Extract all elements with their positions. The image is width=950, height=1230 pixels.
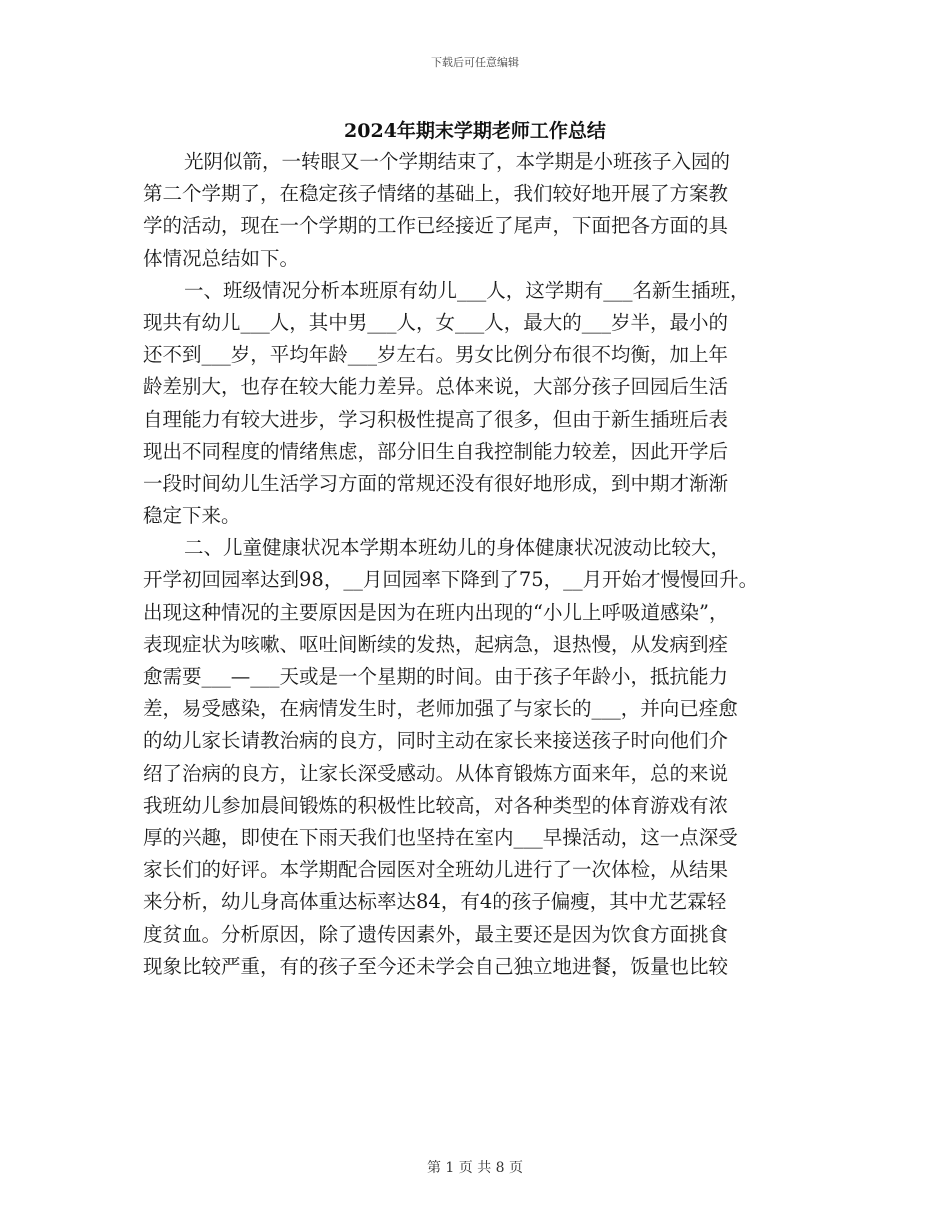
page-footer-indicator: 第 1 页 共 8 页 (426, 1160, 524, 1176)
text-line: 第二个学期了，在稳定孩子情绪的基础上，我们较好地开展了方案教 (143, 182, 729, 206)
text-line: 一、班级情况分析本班原有幼儿___人，这学期有___名新生插班， (184, 278, 750, 302)
text-line: 差，易受感染，在病情发生时，老师加强了与家长的___，并向已痊愈 (143, 697, 738, 721)
text-line: 龄差别大，也存在较大能力差异。总体来说，大部分孩子回园后生活 (143, 375, 729, 399)
text-line: 体情况总结如下。 (143, 246, 300, 270)
text-line: 现共有幼儿___人，其中男___人，女___人，最大的___岁半，最小的 (143, 310, 729, 334)
text-line: 稳定下来。 (143, 504, 241, 528)
text-line: 的幼儿家长请教治病的良方，同时主动在家长来接送孩子时向他们介 (143, 729, 729, 753)
text-line: 现象比较严重，有的孩子至今还未学会自己独立地进餐，饭量也比较 (143, 954, 729, 978)
text-line: 绍了治病的良方，让家长深受感动。从体育锻炼方面来年，总的来说 (143, 761, 729, 785)
text-line: 出现这种情况的主要原因是因为在班内出现的“小儿上呼吸道感染”， (143, 600, 729, 624)
text-line: 厚的兴趣，即使在下雨天我们也坚持在室内___早操活动，这一点深受 (143, 825, 738, 849)
text-line: 现出不同程度的情绪焦虑，部分旧生自我控制能力较差，因此开学后 (143, 439, 729, 463)
text-line: 自理能力有较大进步，学习积极性提高了很多，但由于新生插班后表 (143, 407, 729, 431)
text-line: 来分析，幼儿身高体重达标率达84，有4的孩子偏瘦，其中尤艺霖轻 (143, 890, 727, 914)
text-line: 二、儿童健康状况本学期本班幼儿的身体健康状况波动比较大， (184, 536, 731, 560)
text-line: 我班幼儿参加晨间锻炼的积极性比较高，对各种类型的体育游戏有浓 (143, 793, 729, 817)
text-line: 光阴似箭，一转眼又一个学期结束了，本学期是小班孩子入园的 (184, 150, 731, 173)
text-line: 家长们的好评。本学期配合园医对全班幼儿进行了一次体检，从结果 (143, 858, 729, 882)
text-line: 一段时间幼儿生活学习方面的常规还没有很好地形成，到中期才渐渐 (143, 471, 729, 495)
document-title: 2024年期末学期老师工作总结 (344, 120, 606, 142)
text-line: 学的活动，现在一个学期的工作已经接近了尾声，下面把各方面的具 (143, 214, 729, 238)
document-body (143, 146, 863, 983)
text-line: 表现症状为咳嗽、呕吐间断续的发热，起病急，退热慢，从发病到痊 (143, 632, 729, 656)
text-line: 开学初回园率达到98，__月回园率下降到了75，__月开始才慢慢回升。 (143, 568, 759, 592)
text-line: 愈需要___—___天或是一个星期的时间。由于孩子年龄小，抵抗能力 (143, 665, 729, 688)
page-header-note: 下载后可任意编辑 (431, 56, 519, 69)
text-line: 度贫血。分析原因，除了遗传因素外，最主要还是因为饮食方面挑食 (143, 922, 729, 946)
text-line: 还不到___岁，平均年龄___岁左右。男女比例分布很不均衡，加上年 (143, 343, 729, 367)
